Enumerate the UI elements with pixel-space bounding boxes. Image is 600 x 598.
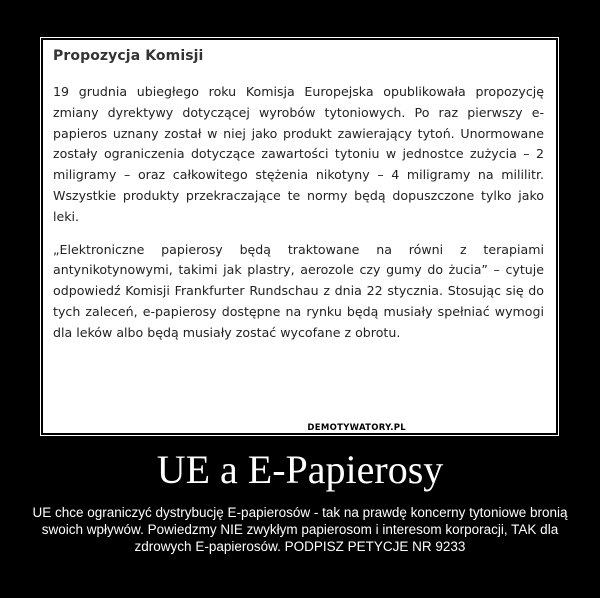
poster-image [43, 40, 556, 433]
poster-frame [40, 37, 559, 436]
poster-caption: UE chce ograniczyć dystrybucję E-papierosów - tak na prawdę koncerny tytoniowe bronią swoich wpływów. Powiedzmy NIE zwykłym papierosom i interesom korporacji, TAK dla zdrowych E-papierosów. PODPISZ PETYCJE NR 9233 [32, 505, 568, 554]
poster-title: UE a E-Papierosy [156, 447, 444, 492]
image-heading: Propozycja Komisji [53, 48, 204, 64]
image-paragraph-1: 19 grudnia ubiegłego roku Komisja Europejska opublikowała propozycję zmiany dyrektywy dotyczącej wyrobów tytoniowych. Po raz pierwszy e-papieros uznany został w niej jako produkt zawierający tytoń. Unormowane zostały ograniczenia dotyczące zawartości tytoniu w jednostce zużycia – 2 miligramy – oraz całkowitego stężenia nikotyny – 4 miligramy na mililitr. Wszystkie produkty przekraczające te normy będą dopuszczone tylko jako leki. [53, 84, 544, 224]
image-paragraph-2: „Elektroniczne papierosy będą traktowane na równi z terapiami antynikotynowymi, takimi jak plastry, aerozole czy gumy do żucia” – cytuje odpowiedź Komisji Frankfurter Rundschau z dnia 22 stycznia. Stosując się do tych zaleceń, e-papierosy dostępne na rynku będą musiały spełniać wymogi dla leków albo będą musiały zostać wycofane z obrotu. [53, 241, 544, 340]
watermark-logo: DEMOTYWATORY.PL [307, 423, 406, 433]
